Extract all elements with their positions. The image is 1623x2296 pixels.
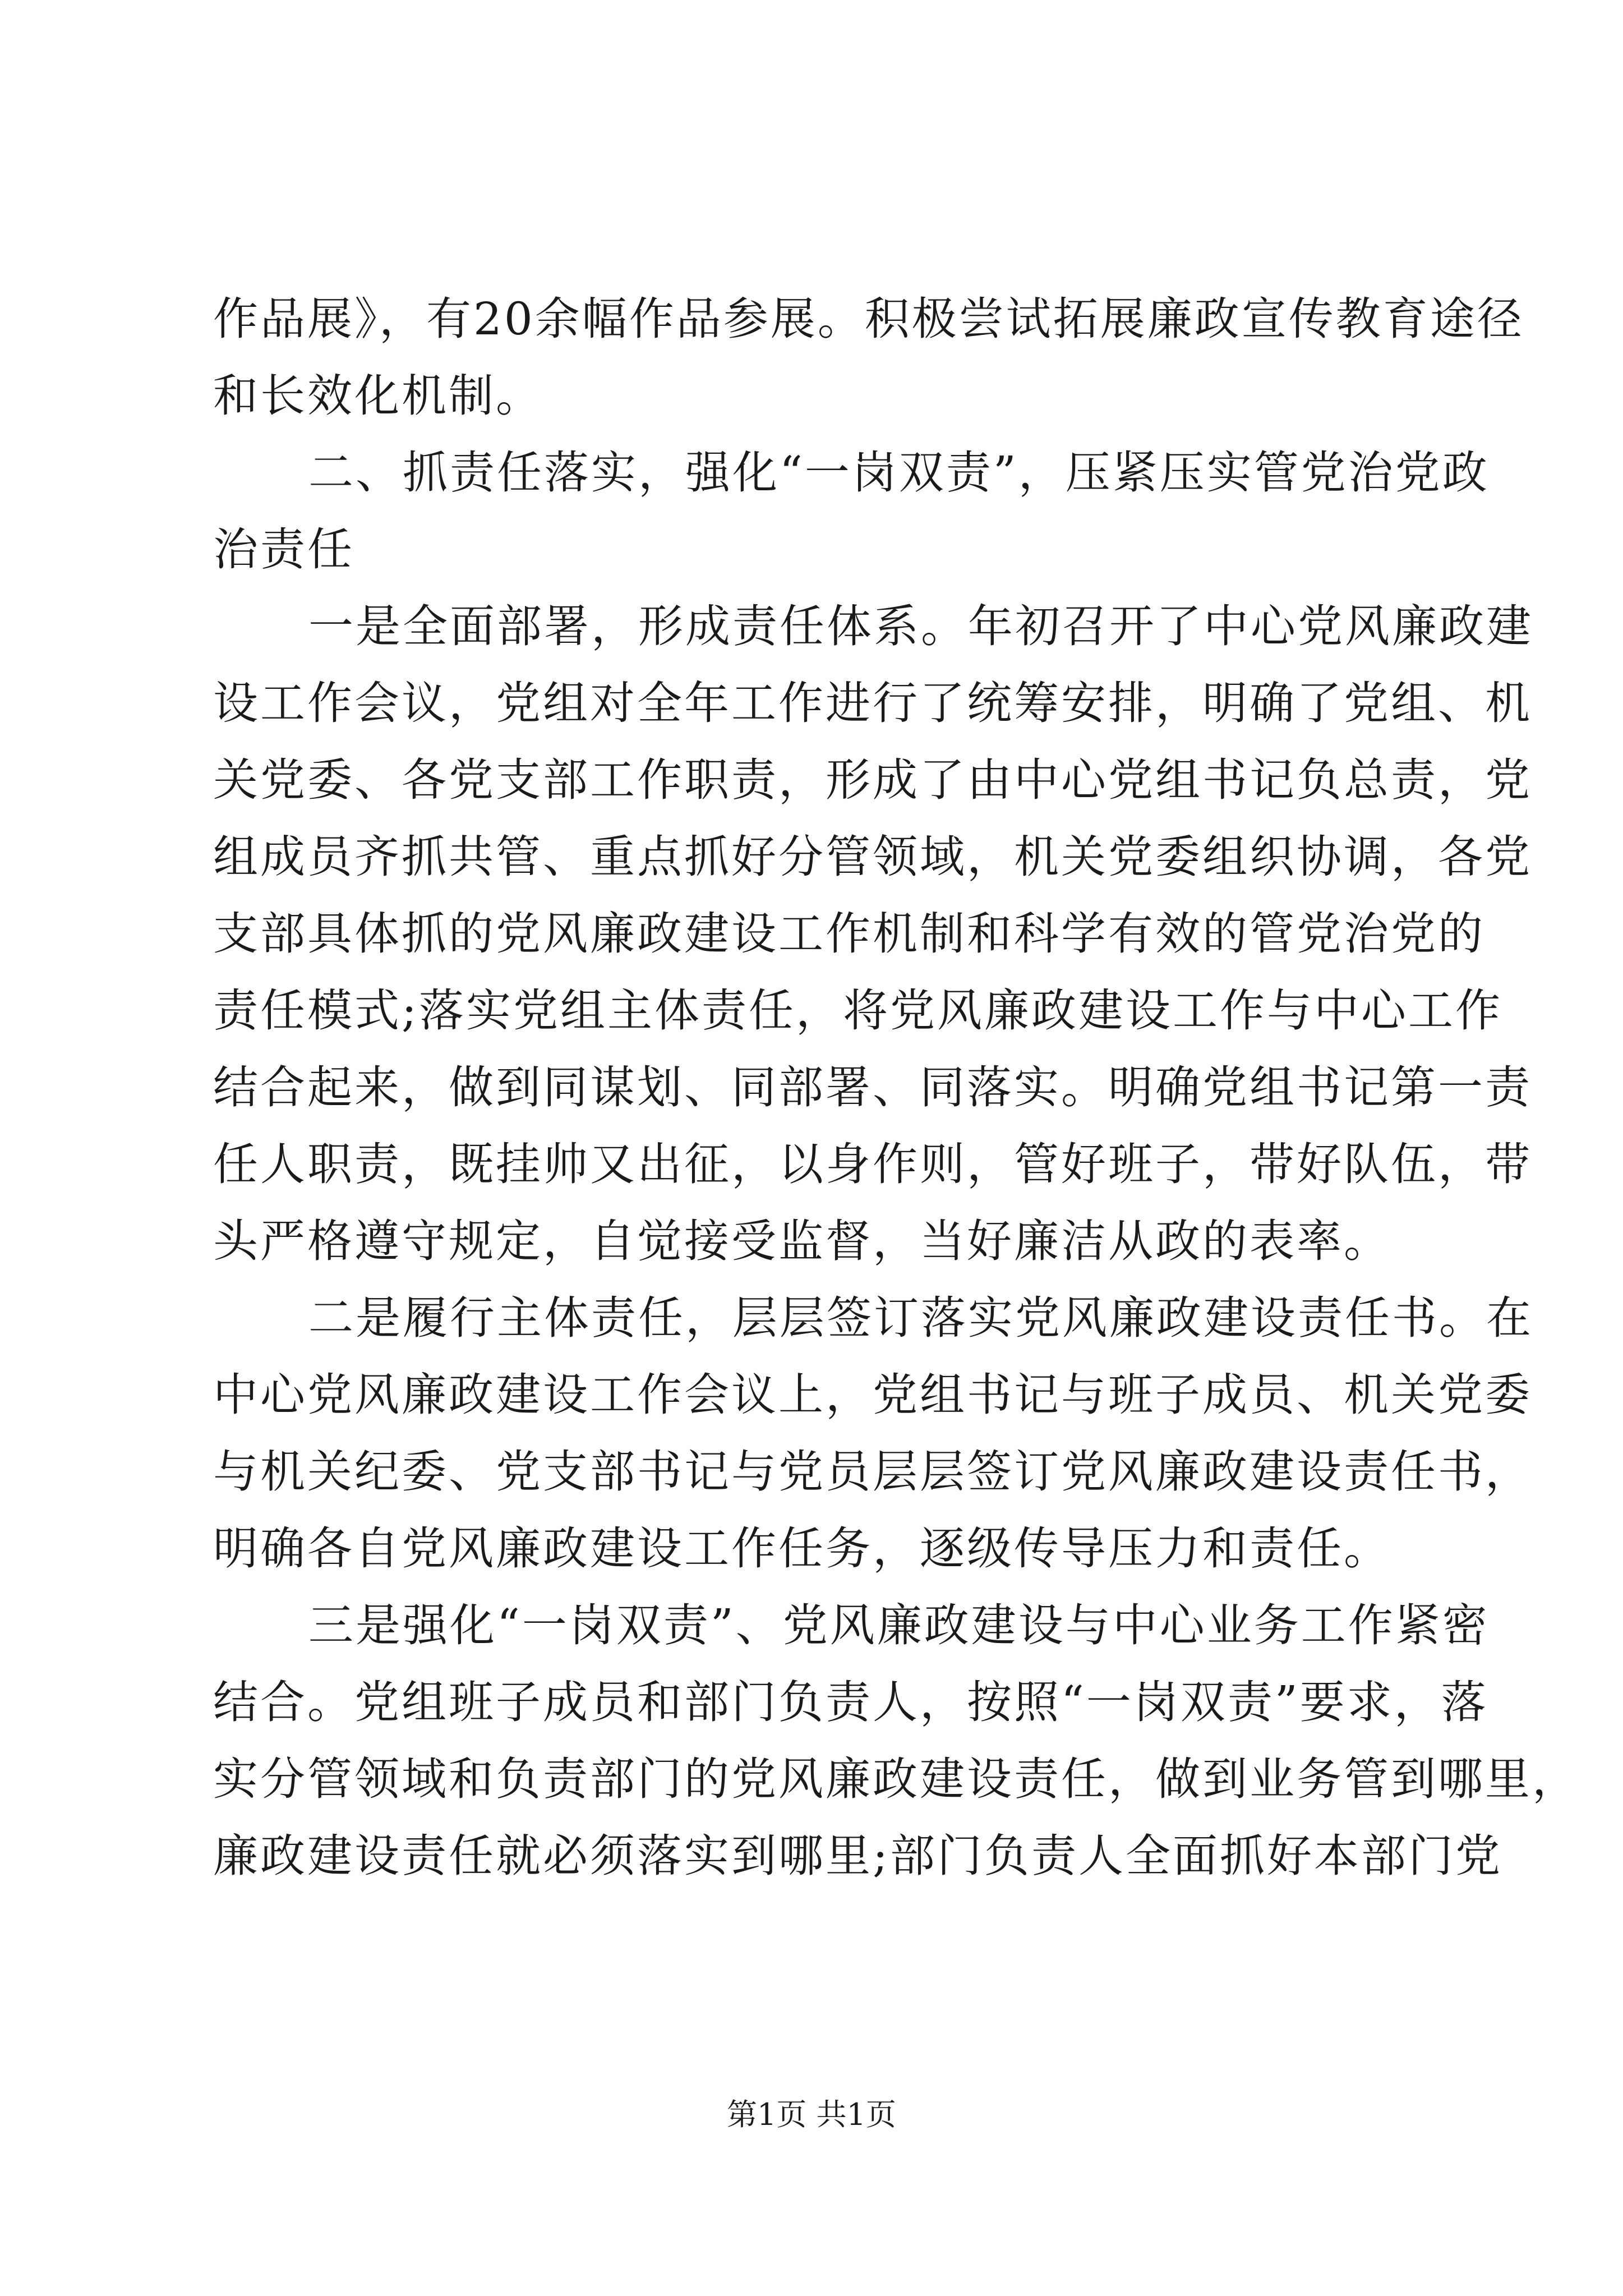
text-line: 实分管领域和负责部门的党风廉政建设责任，做到业务管到哪里， <box>213 1753 1579 1805</box>
text-line: 头严格遵守规定，自觉接受监督，当好廉洁从政的表率。 <box>213 1215 1391 1267</box>
text-line: 作品展》，有20余幅作品参展。积极尝试拓展廉政宣传教育途径 <box>213 293 1524 345</box>
text-line: 明确各自党风廉政建设工作任务，逐级传导压力和责任。 <box>213 1522 1391 1575</box>
page-footer: 第1页 共1页 <box>727 2097 896 2132</box>
text-line: 和长效化机制。 <box>213 370 543 422</box>
text-line: 任人职责，既挂帅又出征，以身作则，管好班子，带好队伍，带 <box>213 1138 1532 1190</box>
text-line: 中心党风廉政建设工作会议上，党组书记与班子成员、机关党委 <box>213 1369 1532 1421</box>
text-line: 一是全面部署，形成责任体系。年初召开了中心党风廉政建 <box>308 600 1533 652</box>
text-line: 廉政建设责任就必须落实到哪里;部门负责人全面抓好本部门党 <box>213 1830 1502 1882</box>
text-line: 结合起来，做到同谋划、同部署、同落实。明确党组书记第一责 <box>213 1061 1532 1114</box>
text-line: 二是履行主体责任，层层签订落实党风廉政建设责任书。在 <box>308 1292 1533 1344</box>
section-heading-line: 治责任 <box>213 523 354 576</box>
text-line: 关党委、各党支部工作职责，形成了由中心党组书记负总责，党 <box>213 754 1532 806</box>
document-body <box>213 280 1579 1894</box>
text-line: 结合。党组班子成员和部门负责人，按照“一岗双责”要求，落 <box>213 1676 1488 1728</box>
text-line: 与机关纪委、党支部书记与党员层层签订党风廉政建设责任书， <box>213 1446 1532 1498</box>
text-line: 三是强化“一岗双责”、党风廉政建设与中心业务工作紧密 <box>308 1599 1490 1651</box>
text-line: 支部具体抓的党风廉政建设工作机制和科学有效的管党治党的 <box>213 908 1485 960</box>
text-line: 组成员齐抓共管、重点抓好分管领域，机关党委组织协调，各党 <box>213 831 1532 883</box>
text-line: 责任模式;落实党组主体责任，将党风廉政建设工作与中心工作 <box>213 984 1502 1037</box>
text-line: 设工作会议，党组对全年工作进行了统筹安排，明确了党组、机 <box>213 677 1532 729</box>
section-heading-line: 二、抓责任落实，强化“一岗双责”，压紧压实管党治党政 <box>308 447 1490 499</box>
